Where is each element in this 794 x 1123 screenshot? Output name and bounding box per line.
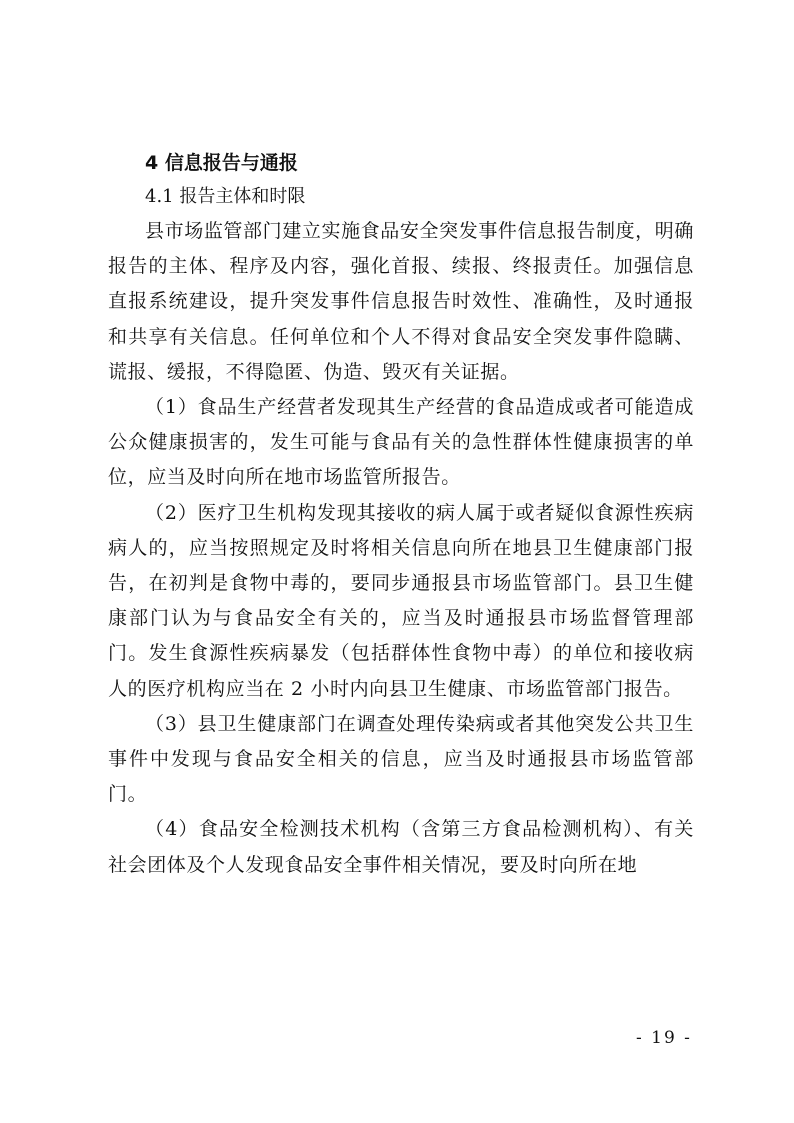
section-heading: 4 信息报告与通报 bbox=[145, 152, 298, 174]
subsection-heading: 4.1 报告主体和时限 bbox=[145, 186, 306, 207]
paragraph: 县市场监管部门建立实施食品安全突发事件信息报告制度，明确报告的主体、程序及内容，强化首报、续报、终报责任。加强信息直报系统建设，提升突发事件信息报告时效性、准确性，及时通报和共享有关信息。任何单位和个人不得对食品安全突发事件隐瞒、谎报、缓报，不得隐匿、伪造、毁灭有关证据。 bbox=[108, 220, 694, 383]
page-number: - 19 - bbox=[636, 1028, 692, 1048]
paragraph: （1）食品生产经营者发现其生产经营的食品造成或者可能造成公众健康损害的，发生可能与食品有关的急性群体性健康损害的单位，应当及时向所在地市场监管所报告。 bbox=[108, 396, 694, 489]
page-body bbox=[108, 146, 694, 883]
paragraph: （4）食品安全检测技术机构（含第三方食品检测机构）、有关社会团体及个人发现食品安全事件相关情况，要及时向所在地 bbox=[108, 818, 694, 876]
paragraph: （2）医疗卫生机构发现其接收的病人属于或者疑似食源性疾病病人的，应当按照规定及时将相关信息向所在地县卫生健康部门报告，在初判是食物中毒的，要同步通报县市场监管部门。县卫生健康部门认为与食品安全有关的，应当及时通报县市场监督管理部门。发生食源性疾病暴发（包括群体性食物中毒）的单位和接收病人的医疗机构应当在 2 小时内向县卫生健康、市场监管部门报告。 bbox=[108, 501, 694, 700]
paragraph: （3）县卫生健康部门在调查处理传染病或者其他突发公共卫生事件中发现与食品安全相关的信息，应当及时通报县市场监管部门。 bbox=[108, 712, 694, 806]
